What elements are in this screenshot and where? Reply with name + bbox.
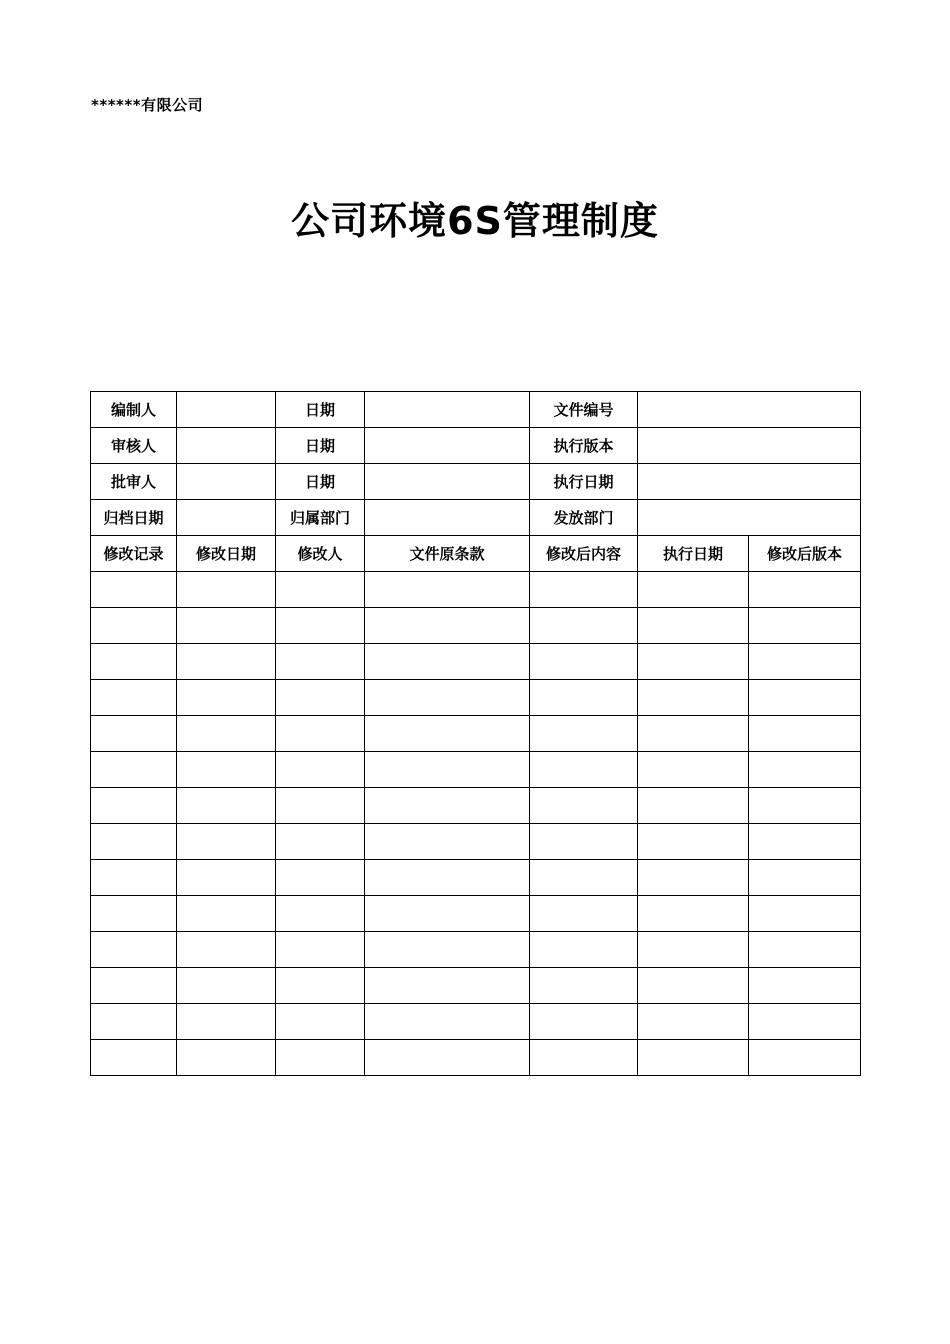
column-header: 修改后版本 (749, 536, 861, 572)
revision-cell (276, 716, 365, 752)
revision-cell (91, 968, 177, 1004)
revision-cell (91, 860, 177, 896)
revision-cell (177, 1040, 276, 1076)
revision-cell (365, 1040, 530, 1076)
revision-cell (530, 1004, 638, 1040)
revision-cell (530, 572, 638, 608)
label-cell: 审核人 (91, 428, 177, 464)
revision-cell (365, 968, 530, 1004)
revision-cell (530, 752, 638, 788)
revision-cell (749, 788, 861, 824)
label-cell: 批审人 (91, 464, 177, 500)
revision-row (91, 860, 861, 896)
revision-cell (530, 788, 638, 824)
revision-cell (276, 968, 365, 1004)
revision-cell (276, 1040, 365, 1076)
label-cell: 执行版本 (530, 428, 638, 464)
revision-cell (276, 644, 365, 680)
revision-row (91, 608, 861, 644)
revision-cell (177, 824, 276, 860)
revision-row (91, 968, 861, 1004)
revision-cell (276, 608, 365, 644)
revision-cell (177, 968, 276, 1004)
revision-cell (638, 752, 749, 788)
info-row (91, 500, 861, 536)
revision-cell (365, 788, 530, 824)
revision-cell (91, 752, 177, 788)
column-header: 执行日期 (638, 536, 749, 572)
label-cell: 执行日期 (530, 464, 638, 500)
value-cell (365, 428, 530, 464)
value-cell (177, 392, 276, 428)
revision-cell (530, 680, 638, 716)
revision-cell (749, 932, 861, 968)
value-cell (365, 500, 530, 536)
revision-cell (749, 716, 861, 752)
info-row (91, 464, 861, 500)
revision-cell (276, 572, 365, 608)
info-row (91, 428, 861, 464)
revision-cell (638, 860, 749, 896)
revision-row (91, 824, 861, 860)
revision-cell (638, 932, 749, 968)
label-cell: 编制人 (91, 392, 177, 428)
revision-cell (638, 968, 749, 1004)
revision-row (91, 1040, 861, 1076)
revision-cell (177, 680, 276, 716)
column-header: 修改人 (276, 536, 365, 572)
label-cell: 日期 (276, 464, 365, 500)
revision-cell (365, 572, 530, 608)
revision-row (91, 716, 861, 752)
revision-cell (91, 1040, 177, 1076)
revision-cell (365, 608, 530, 644)
revision-row (91, 1004, 861, 1040)
revision-cell (276, 860, 365, 896)
revision-cell (749, 680, 861, 716)
revision-cell (365, 716, 530, 752)
revision-cell (91, 572, 177, 608)
revision-cell (91, 716, 177, 752)
revision-cell (530, 824, 638, 860)
revision-row (91, 932, 861, 968)
revision-cell (177, 644, 276, 680)
revision-cell (365, 932, 530, 968)
revision-row (91, 572, 861, 608)
document-title: 公司环境6S管理制度 (291, 199, 659, 243)
revision-cell (530, 860, 638, 896)
revision-row (91, 644, 861, 680)
revision-cell (177, 932, 276, 968)
revision-cell (749, 1004, 861, 1040)
value-cell (177, 428, 276, 464)
revision-cell (276, 680, 365, 716)
revision-cell (276, 896, 365, 932)
revision-cell (365, 824, 530, 860)
revision-cell (749, 896, 861, 932)
column-header: 修改日期 (177, 536, 276, 572)
revision-cell (91, 788, 177, 824)
value-cell (638, 428, 861, 464)
revision-cell (91, 608, 177, 644)
revision-cell (91, 896, 177, 932)
revision-cell (276, 824, 365, 860)
revision-cell (365, 752, 530, 788)
revision-cell (530, 968, 638, 1004)
value-cell (638, 392, 861, 428)
revision-cell (530, 896, 638, 932)
revision-cell (177, 860, 276, 896)
company-name: ******有限公司 (91, 96, 204, 114)
value-cell (365, 464, 530, 500)
column-header: 修改后内容 (530, 536, 638, 572)
label-cell: 日期 (276, 392, 365, 428)
revision-cell (749, 608, 861, 644)
revision-cell (638, 1004, 749, 1040)
revision-cell (276, 932, 365, 968)
revision-cell (91, 1004, 177, 1040)
revision-row (91, 752, 861, 788)
revision-cell (276, 1004, 365, 1040)
value-cell (638, 500, 861, 536)
revision-cell (638, 608, 749, 644)
revision-cell (177, 608, 276, 644)
revision-cell (638, 896, 749, 932)
value-cell (365, 392, 530, 428)
revision-cell (530, 932, 638, 968)
revision-row (91, 788, 861, 824)
revision-row (91, 680, 861, 716)
label-cell: 日期 (276, 428, 365, 464)
revision-cell (177, 1004, 276, 1040)
revision-cell (177, 572, 276, 608)
column-header: 文件原条款 (365, 536, 530, 572)
revision-cell (365, 896, 530, 932)
revision-cell (638, 644, 749, 680)
revision-cell (749, 824, 861, 860)
revision-cell (177, 716, 276, 752)
revision-cell (638, 788, 749, 824)
value-cell (177, 464, 276, 500)
column-header: 修改记录 (91, 536, 177, 572)
revision-cell (530, 1040, 638, 1076)
revision-cell (749, 644, 861, 680)
label-cell: 文件编号 (530, 392, 638, 428)
revision-cell (177, 752, 276, 788)
revision-cell (530, 608, 638, 644)
revision-cell (177, 896, 276, 932)
revision-cell (530, 716, 638, 752)
revision-row (91, 896, 861, 932)
revision-cell (276, 752, 365, 788)
revision-cell (91, 680, 177, 716)
revision-cell (365, 680, 530, 716)
revision-cell (638, 824, 749, 860)
revision-cell (638, 680, 749, 716)
value-cell (177, 500, 276, 536)
label-cell: 归档日期 (91, 500, 177, 536)
info-row (91, 392, 861, 428)
revision-cell (638, 572, 749, 608)
revision-rows (91, 572, 861, 1076)
revision-cell (365, 1004, 530, 1040)
revision-cell (749, 572, 861, 608)
revision-cell (365, 860, 530, 896)
revision-cell (91, 932, 177, 968)
label-cell: 发放部门 (530, 500, 638, 536)
revision-cell (91, 824, 177, 860)
revision-cell (91, 644, 177, 680)
value-cell (638, 464, 861, 500)
revision-cell (177, 788, 276, 824)
revision-cell (749, 968, 861, 1004)
document-control-table (90, 391, 861, 1076)
label-cell: 归属部门 (276, 500, 365, 536)
revision-cell (749, 1040, 861, 1076)
revision-header-row (91, 536, 861, 572)
revision-cell (638, 1040, 749, 1076)
revision-cell (638, 716, 749, 752)
revision-cell (749, 752, 861, 788)
revision-cell (530, 644, 638, 680)
revision-cell (365, 644, 530, 680)
revision-cell (749, 860, 861, 896)
revision-cell (276, 788, 365, 824)
